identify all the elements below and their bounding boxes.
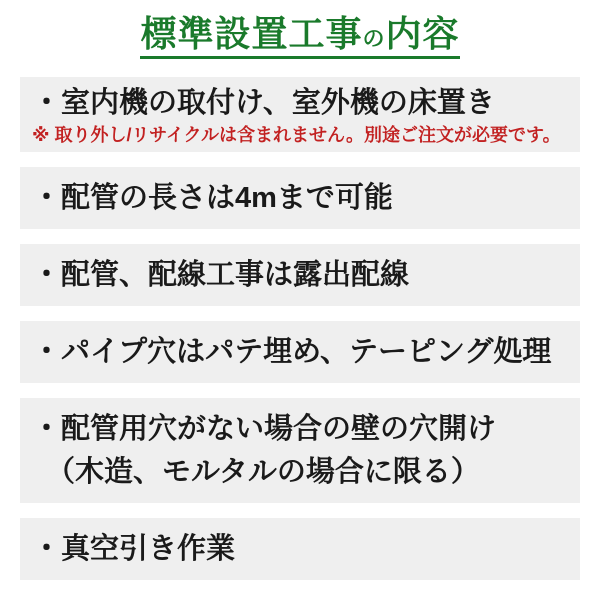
item-text: 配管、配線工事は露出配線 [61, 258, 410, 291]
item-text: 配管の長さは4mまで可能 [61, 181, 393, 214]
list-item-pipe-hole-sealing [20, 321, 580, 383]
title-particle: の [362, 26, 386, 51]
list-item-wall-drilling [20, 398, 580, 503]
title-main: 標準設置工事 [140, 13, 363, 54]
bullet-icon: ・ [32, 532, 62, 565]
item-line [32, 178, 568, 218]
item-line [32, 332, 568, 372]
bullet-icon: ・ [32, 258, 62, 291]
item-text: 真空引き作業 [61, 532, 236, 565]
item-line [32, 529, 568, 569]
item-text: パイプ穴はパテ埋め、テーピング処理 [61, 335, 552, 368]
list-item-pipe-length [20, 167, 580, 229]
list-item-indoor-outdoor-unit [20, 77, 580, 151]
work-items-list [0, 77, 600, 580]
item-text-line2: （木造、モルタルの場合に限る） [46, 455, 480, 488]
item-line [32, 409, 568, 449]
list-item-exposed-wiring [20, 244, 580, 306]
item-text: 配管用穴がない場合の壁の穴開け [61, 412, 497, 445]
title-rest: 内容 [385, 13, 460, 54]
bullet-icon: ・ [32, 87, 62, 120]
list-item-vacuum-work [20, 518, 580, 580]
page-title [140, 12, 459, 59]
bullet-icon: ・ [32, 181, 62, 214]
bullet-icon: ・ [32, 335, 62, 368]
item-text: 室内機の取付け、室外機の床置き [61, 87, 495, 120]
item-line [32, 255, 568, 295]
bullet-icon: ・ [32, 412, 62, 445]
item-line [32, 83, 568, 123]
item-note: ※ 取り外し/リサイクルは含まれません。別途ご注文が必要です。 [32, 125, 561, 146]
page-title-wrap [0, 12, 600, 59]
